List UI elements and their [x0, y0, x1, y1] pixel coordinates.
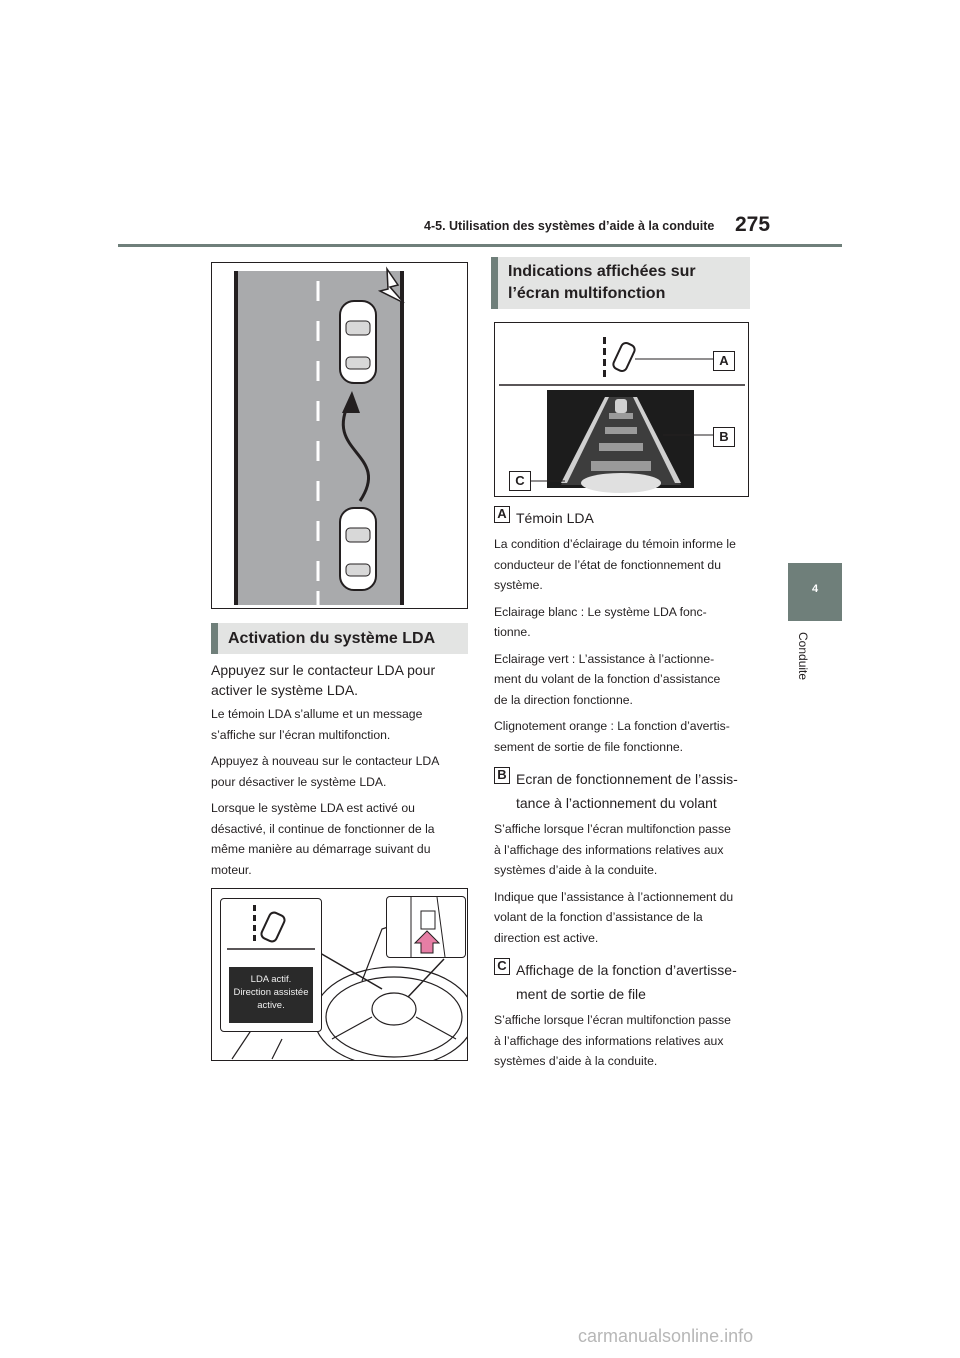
lda-switch-illustration — [211, 888, 468, 1061]
display-message-line: Direction assistée — [233, 987, 309, 998]
lane-departure-illustration — [211, 262, 468, 609]
item-c-title: C Affichage de la fonction d’avertisse- ment de sortie de file — [494, 958, 756, 1006]
watermark: carmanualsonline.info — [578, 1326, 754, 1346]
callout-b: B — [713, 427, 735, 447]
item-a-body — [494, 534, 756, 757]
paragraph: Eclairage blanc : Le système LDA fonc- tionne. — [494, 604, 707, 639]
letter-badge-c: C — [494, 958, 510, 975]
callout-a: A — [713, 351, 735, 371]
letter-badge-b: B — [494, 767, 510, 784]
chapter-number: 4 — [811, 583, 819, 595]
callout-c: C — [509, 471, 531, 491]
display-graphic — [495, 323, 748, 496]
item-c-body — [494, 1010, 756, 1072]
display-message-box — [229, 967, 313, 1023]
paragraph: Appuyez à nouveau sur le contacteur LDA pour désactiver le système LDA. — [211, 754, 440, 789]
paragraph: Lorsque le système LDA est activé ou désactivé, il continue de fonctionner de la même manière au démarrage suivant du moteur. — [211, 801, 435, 877]
lda-switch-icon[interactable] — [387, 897, 465, 957]
paragraph: S’affiche lorsque l’écran multifonction passe à l’affichage des informations relatives aux systèmes d’aide à la conduite. — [494, 1013, 731, 1068]
activation-body — [211, 704, 473, 886]
display-message-line: active. — [257, 1000, 285, 1011]
running-header-title: 4-5. Utilisation des systèmes d’aide à la conduite — [424, 219, 715, 233]
item-a-title: A Témoin LDA — [494, 506, 756, 530]
paragraph: Clignotement orange : La fonction d’avertis- sement de sortie de file fonctionne. — [494, 719, 730, 754]
lda-indicator-icon — [612, 341, 637, 372]
section-heading-indications: Indications affichées sur l’écran multifonction — [491, 257, 750, 309]
paragraph: La condition d’éclairage du témoin informe le conducteur de l’état de fonctionnement du système. — [494, 537, 736, 592]
switch-inset — [386, 896, 466, 958]
chapter-label: Conduite — [796, 632, 810, 681]
display-inset — [220, 898, 322, 1032]
road-lane-graphic — [212, 263, 467, 608]
page-number: 275 — [735, 213, 771, 236]
multifunction-display-illustration — [494, 322, 749, 497]
section-heading-activation: Activation du système LDA — [211, 623, 468, 654]
display-message-line: LDA actif. — [250, 974, 292, 985]
lead-line: Appuyez sur le contacteur LDA pour — [211, 662, 436, 678]
item-b-body — [494, 819, 756, 948]
paragraph: Indique que l’assistance à l’actionnement du volant de la fonction d’assistance de la direction est active. — [494, 889, 734, 945]
lead-line: activer le système LDA. — [211, 682, 359, 698]
paragraph: S’affiche lorsque l’écran multifonction passe à l’affichage des informations relatives aux systèmes d’aide à la conduite. — [494, 822, 731, 877]
lda-indicator-icon — [221, 899, 321, 959]
paragraph: Eclairage vert : L’assistance à l’actionne- ment du volant de la fonction d’assistance de la direction fonctionne. — [494, 651, 721, 707]
indications-list — [494, 506, 756, 1078]
item-b-title: B Ecran de fonctionnement de l’assis- tance à l’actionnement du volant — [494, 767, 756, 815]
car-top-icon — [340, 301, 376, 383]
letter-badge-a: A — [494, 506, 510, 523]
header-rule — [118, 244, 842, 247]
activation-lead — [211, 660, 471, 700]
car-bottom-icon — [340, 508, 376, 590]
paragraph: Le témoin LDA s’allume et un message s’affiche sur l’écran multifonction. — [211, 707, 423, 742]
